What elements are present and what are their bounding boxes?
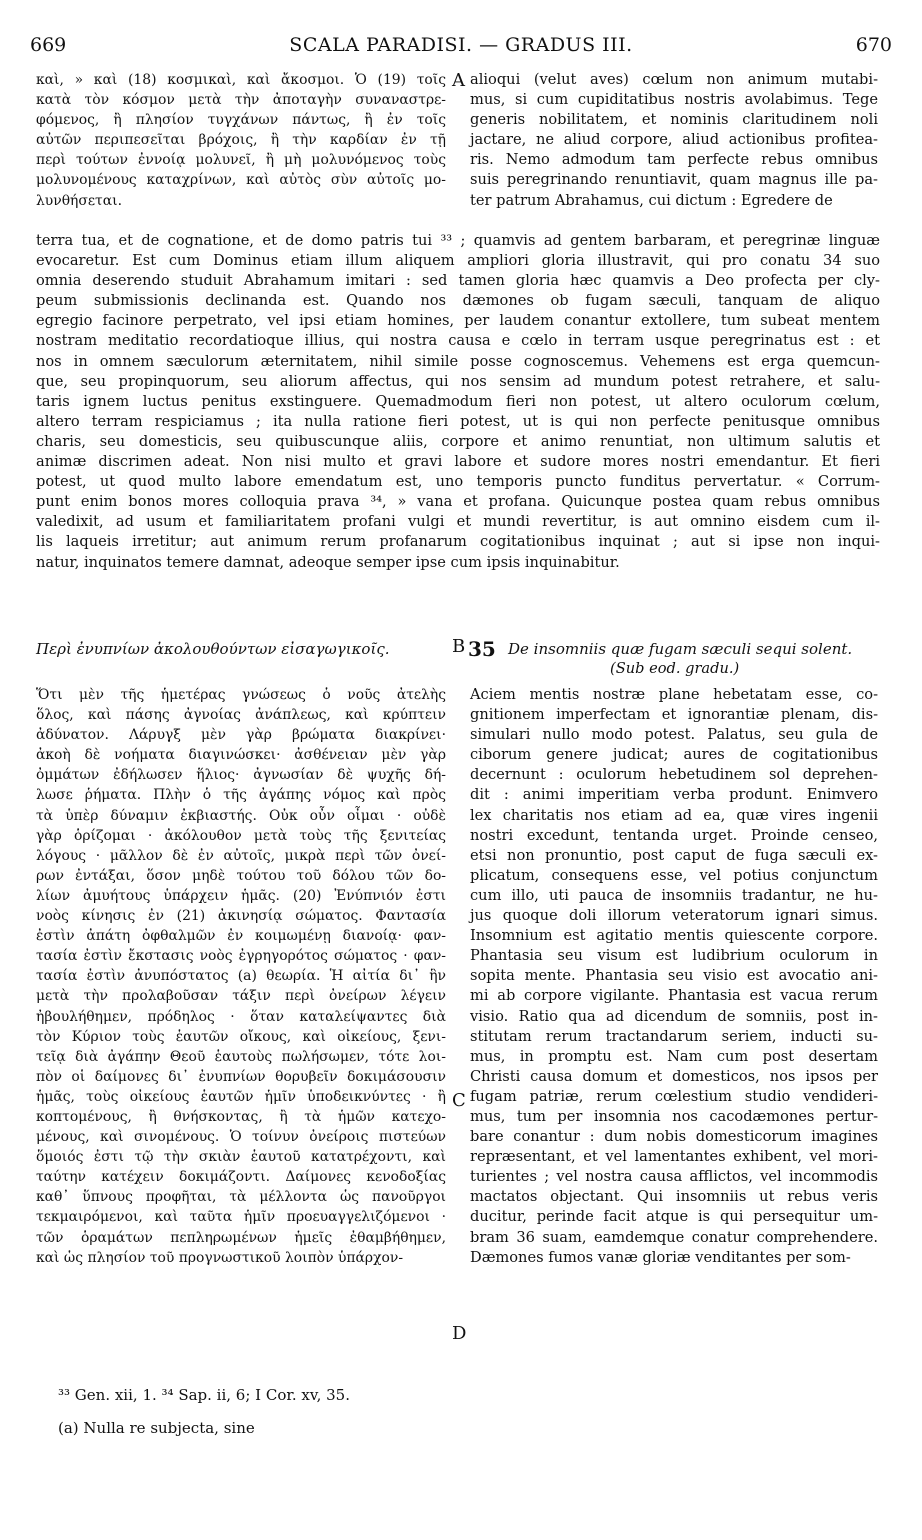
text-line: κατὰ τὸν κόσμον μετὰ τὴν ἀποταγὴν συναναστρε- — [36, 92, 446, 109]
text-line: peum submissionis declinanda est. Quando nos dæmones ob fugam sæculi, tanquam de aliquo — [36, 292, 880, 310]
text-line: suis peregrinando renuntiavit, quam magnus ille pa- — [470, 171, 878, 189]
text-line: Christi causa domum et domesticos, nos ipsos per — [470, 1067, 878, 1085]
text-line: λωσε ῥήματα. Πλὴν ὁ τῆς ἀγάπης νόμος καὶ πρὸς — [36, 787, 446, 804]
text-line: lis laqueis irretitur; aut animum rerum profanarum cogitationibus inquinat ; aut si ipse non inqui- — [36, 533, 880, 551]
text-line: ἐστὶν ἀπάτη ὀφθαλμῶν ἐν κοιμωμένῃ διανοίᾳ· φαν- — [36, 928, 446, 945]
section-number: 35 — [468, 637, 496, 661]
text-line: egregio facinore perpetrato, vel ipsi etiam homines, per laudem conantur extollere, tum subeat mentem — [36, 312, 880, 330]
running-title: SCALA PARADISI. — GRADUS III. — [289, 34, 633, 56]
text-line: etsi non pronuntio, post caput de fuga sæculi ex- — [470, 846, 878, 864]
text-line: generis nobilitatem, et nominis claritudinem noli — [470, 111, 878, 129]
text-line: τὸν Κύριον τοὺς ἑαυτῶν οἴκους, καὶ οἰκείους, ξενι- — [36, 1028, 446, 1045]
text-line: τεῖᾳ διὰ ἀγάπην Θεοῦ ἑαυτοὺς πωλήσωμεν, τότε λοι- — [36, 1048, 446, 1065]
text-line: cum illo, uti pauca de insomniis tradantur, ne hu- — [470, 886, 878, 904]
text-line: περὶ τούτων ἐννοίᾳ μολυνεῖ, ἢ μὴ μολυνόμενος τοὺς — [36, 152, 446, 169]
text-line: lex charitatis nos etiam ad ea, quæ vires ingenii — [470, 806, 878, 824]
text-line: Phantasia seu visum est ludibrium oculorum in — [470, 947, 878, 965]
footnote-a: (a) Nulla re subjecta, sine — [58, 1419, 255, 1437]
text-line: omnia deserendo studuit Abrahamum imitari : sed tamen gloria hæc quamvis a Deo profecta per cly- — [36, 272, 880, 290]
text-line: bare conantur : dum nobis domesticorum imagines — [470, 1128, 878, 1146]
footnote-references: ³³ Gen. xii, 1. ³⁴ Sap. ii, 6; I Cor. xv, 35. — [58, 1386, 350, 1404]
margin-letter-a: A — [452, 70, 465, 91]
text-line: repræsentant, et vel lamentantes exhibent, vel mori- — [470, 1148, 878, 1166]
text-line: ciborum genere judicat; aures de cogitationibus — [470, 746, 878, 764]
text-line: Insomnium est agitatio mentis quiescente corpore. — [470, 927, 878, 945]
text-line: mi ab corpore vigilante. Phantasia est vacua rerum — [470, 987, 878, 1005]
text-line: ἡμᾶς, τοὺς οἰκείους ἑαυτῶν ἡμῖν ὑποδεικνύντες · ἢ — [36, 1088, 446, 1105]
text-line: μένους, καὶ σινομένους. Ὁ τοίνυν ὀνείροις πιστεύων — [36, 1129, 446, 1146]
text-line: turientes ; vel nostra causa afflictos, vel incommodis — [470, 1168, 878, 1186]
margin-letter-d: D — [452, 1323, 467, 1344]
text-line: Aciem mentis nostræ plane hebetatam esse, co- — [470, 686, 878, 703]
text-line: μολυνομένους καταχρίνων, καὶ αὐτὸς σὺν αὐτοῖς μο- — [36, 172, 446, 189]
text-line: jus quoque doli illorum veteratorum ignari simus. — [470, 907, 878, 925]
text-line: nos in omnem sæculorum æternitatem, nihil simile posse cognoscemus. Vehemens est erga quemcun- — [36, 352, 880, 370]
greek-section-title: Περὶ ἐνυπνίων ἀκολουθούντων εἰσαγωγικοῖς. — [36, 640, 390, 658]
running-header — [30, 34, 892, 58]
margin-letter-b: B — [452, 636, 466, 657]
page-number-right: 670 — [855, 34, 892, 56]
text-line: plicatum, consequens esse, vel potius conjunctum — [470, 866, 878, 884]
text-line: que, seu propinquorum, seu aliorum affectus, qui nos sensim ad mundum potest retrahere, et salu- — [36, 372, 880, 390]
text-line: ὅλος, καὶ πάσης ἀγνοίας ἀνάπλεως, καὶ κρύπτειν — [36, 707, 446, 724]
text-line: sopita mente. Phantasia seu visio est avocatio ani- — [470, 967, 878, 985]
text-line: Dæmones fumos vanæ gloriæ venditantes per som- — [470, 1248, 851, 1266]
text-line: τασία ἐστὶν ἀνυπόστατος (a) θεωρία. Ἡ αἰτία δι᾽ ἣν — [36, 968, 446, 985]
text-line: κοπτομένους, ἢ θνήσκοντας, ἢ τὰ ἡμῶν κατεχο- — [36, 1108, 446, 1125]
text-line: ἠβουλήθημεν, πρόδηλος · ὅταν καταλείψαντες διὰ — [36, 1008, 446, 1025]
margin-letter-c: C — [452, 1090, 466, 1111]
text-line: taris ignem luctus penitus exstinguere. Quemadmodum fieri non potest, ut altero oculorum cœlum, — [36, 392, 880, 410]
full-width-latin-text — [36, 231, 880, 573]
text-line: ταύτην κατέχειν δοκιμάζοντι. Δαίμονες κενοδοξίας — [36, 1169, 446, 1186]
text-line: Ὅτι μὲν τῆς ἡμετέρας γνώσεως ὁ νοῦς ἀτελὴς — [36, 687, 446, 703]
text-line: stitutam rerum tractandarum seriem, inducti su- — [470, 1027, 878, 1045]
text-line: punt enim bonos mores colloquia prava ³⁴, » vana et profana. Quicunque postea quam rebus omnibus — [36, 493, 880, 511]
text-line: ter patrum Abrahamus, cui dictum : Egredere de — [470, 191, 833, 209]
text-line: νοὸς κίνησις ἐν (21) ἀκινησίᾳ σώματος. Φαντασία — [36, 908, 446, 925]
text-line: valedixit, ad usum et familiaritatem profani vulgi et mundi revertitur, is aut omnino eisdem cum il- — [36, 513, 880, 531]
page-number-left: 669 — [30, 34, 67, 56]
text-line: visio. Ratio qua ad dicendum de somniis, post in- — [470, 1007, 878, 1025]
text-line: mactatos objectant. Qui insomniis ut rebus veris — [470, 1188, 878, 1206]
text-line: καθ᾽ ὕπνους προφῆται, τὰ μέλλοντα ὡς πανοῦργοι — [36, 1189, 446, 1206]
text-line: αὐτῶν περιπεσεῖται βρόχοις, ἢ τὴν καρδίαν ἐν τῇ — [36, 132, 446, 149]
text-line: dit : animi imperitiam verba produnt. Enimvero — [470, 786, 878, 804]
text-line: jactare, ne aliud corpore, aliud actionibus profitea- — [470, 131, 878, 149]
greek-column — [36, 685, 446, 1268]
text-line: τὰ ὑπὲρ δύναμιν ἐκβιαστής. Οὐκ οὖν οἶμαι · οὐδὲ — [36, 807, 446, 824]
text-line: καὶ ὡς πλησίον τοῦ προγνωστικοῦ λοιπὸν ὑπάρχον- — [36, 1249, 404, 1266]
text-line: καὶ, » καὶ (18) κοσμικαὶ, καὶ ἄκοσμοι. Ὁ (19) τοῖς — [36, 72, 446, 88]
text-line: simulari nullo modo potest. Palatus, seu gula de — [470, 726, 878, 744]
text-line: φόμενος, ἢ πλησίον τυγχάνων πάντως, ἢ ἐν τοῖς — [36, 112, 446, 129]
text-line: charis, seu domesticis, seu quibuscunque aliis, corpore et animo renuntiat, non ultimum salutis et — [36, 432, 880, 450]
text-line: mus, in promptu est. Nam cum post desertam — [470, 1047, 878, 1065]
text-line: ὅμοιός ἐστι τῷ τὴν σκιὰν ἑαυτοῦ κατατρέχοντι, καὶ — [36, 1149, 446, 1166]
text-line: ἀκοὴ δὲ νοήματα διαγινώσκει· ἀσθένειαν μὲν γὰρ — [36, 747, 446, 764]
text-line: bram 36 suam, eamdemque conatur comprehendere. — [470, 1228, 878, 1246]
text-line: evocaretur. Est cum Dominus etiam illum aliquem ampliori gloria illustravit, qui pro conatu 34 suo — [36, 252, 880, 270]
text-line: γὰρ ὁρίζομαι · ἀκόλουθον μετὰ τοὺς τῆς ξενιτείας — [36, 827, 446, 844]
text-line: potest, ut quod multo labore emendatum est, uno temporis puncto funditus pervertatur. « Corrum- — [36, 473, 880, 491]
text-line: fugam patriæ, rerum cœlestium studio vendideri- — [470, 1087, 878, 1105]
top-greek-column — [36, 70, 446, 211]
text-line: λίων ἀμυήτους ὑπάρχειν ἡμᾶς. (20) Ἐνύπνιόν ἐστι — [36, 887, 446, 904]
text-line: ducitur, perinde facit atque is qui persequitur um- — [470, 1208, 878, 1226]
text-line: ὀμμάτων ἐδήλωσεν ἥλιος· ἀγνωσίαν δὲ ψυχῆς δή- — [36, 767, 446, 784]
text-line: mus, si cum cupiditatibus nostris avolabimus. Tege — [470, 91, 878, 109]
text-line: λόγους · μᾶλλον δὲ ἐν αὐτοῖς, μικρὰ περὶ τῶν ὀνεί- — [36, 847, 446, 864]
text-line: ris. Nemo admodum tam perfecte rebus omnibus — [470, 151, 878, 169]
text-line: terra tua, et de cognatione, et de domo patris tui ³³ ; quamvis ad gentem barbaram, et peregrinæ linguæ — [36, 232, 880, 249]
text-line: τεκμαιρόμενοι, καὶ ταῦτα ἡμῖν προευαγγελιζόμενοι · — [36, 1209, 446, 1226]
text-line: μετὰ τὴν προλαβοῦσαν τάξιν περὶ ὀνείρων λέγειν — [36, 988, 446, 1005]
text-line: τασία ἐστὶν ἔκστασις νοὸς ἐγρηγορότος σώματος · φαν- — [36, 948, 446, 965]
text-line: mus, tum per insomnia nos cacodæmones pertur- — [470, 1107, 878, 1125]
text-line: ἀδύνατον. Λάρυγξ μὲν γὰρ βρώματα διακρίνει· — [36, 727, 446, 744]
text-line: animæ discrimen adeat. Non nisi multo et gravi labore et sudore mores nostri emendantur. Et fieri — [36, 453, 880, 471]
text-line: nostram meditatio recordatioque illius, qui nostra causa e cœlo in terram usque peregrinatus est : et — [36, 332, 880, 350]
latin-section-subtitle: (Sub eod. gradu.) — [610, 660, 740, 677]
text-line: altero terram respiciamus ; ita nulla ratione fieri potest, ut is qui non perfecte penitusque omnibus — [36, 412, 880, 430]
text-line: gnitionem imperfectam et ignorantiæ plenam, dis- — [470, 706, 878, 724]
text-line: λυνθήσεται. — [36, 192, 122, 209]
text-line: τῶν ὁραμάτων πεπληρωμένων ἡμεῖς ἐθαμβήθημεν, — [36, 1229, 446, 1246]
text-line: natur, inquinatos temere damnat, adeoque semper ipse cum ipsis inquinabitur. — [36, 553, 620, 571]
latin-column — [470, 685, 878, 1268]
text-line: decernunt : oculorum hebetudinem sol deprehen- — [470, 766, 878, 784]
top-latin-column — [470, 70, 878, 211]
text-line: πὸν οἱ δαίμονες δι᾽ ἐνυπνίων θορυβεῖν δοκιμάσουσιν — [36, 1068, 446, 1085]
text-line: alioqui (velut aves) cœlum non animum mutabi- — [470, 71, 878, 88]
latin-section-title: De insomniis quæ fugam sæculi sequi solent. — [508, 640, 853, 658]
text-line: ρων ἐντάξαι, ὅσον μηδὲ τούτου τοῦ δόλου τῶν δο- — [36, 867, 446, 884]
text-line: nostri excedunt, tentanda urget. Proinde censeo, — [470, 826, 878, 844]
